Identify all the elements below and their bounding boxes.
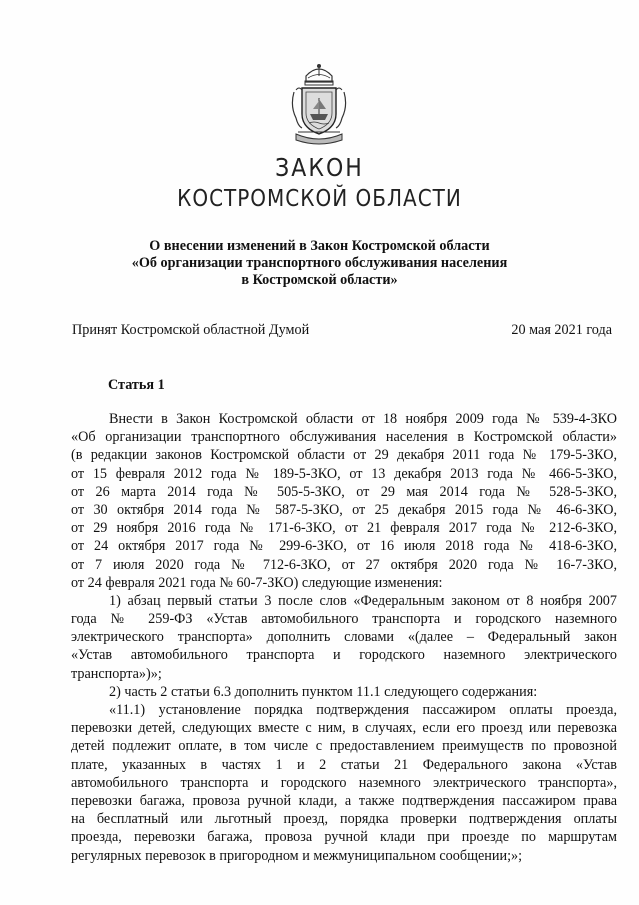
body-line: перевозки багажа, провоза ручной клади, а также подтверждения пассажиром права [71,792,617,809]
body-line: транспорта»)»; [71,665,162,682]
body-line: от 7 июля 2020 года № 712-6-ЗКО, от 27 октября 2020 года № 16-7-ЗКО, [71,556,617,573]
body-line: от 26 марта 2014 года № 505-5-ЗКО, от 29 мая 2014 года № 528-5-ЗКО, [71,483,617,500]
body-line: Внести в Закон Костромской области от 18 ноября 2009 года № 539-4-ЗКО [109,411,617,427]
article-title: Статья 1 [108,377,165,393]
accepted-date: 20 мая 2021 года [511,322,612,338]
body-line: плате, указанных в частях 1 и 2 статьи 21 Федерального закона «Устав [71,756,617,773]
body-line: от 24 февраля 2021 года № 60-7-ЗКО) следующие изменения: [71,574,443,591]
heading-line: О внесении изменений в Закон Костромской области [149,238,490,254]
body-line: на бесплатный или льготный проезд, порядка проверки подтверждения оплаты [71,811,617,828]
coat-of-arms-icon [288,62,350,146]
document-heading [0,238,639,289]
body-line: перевозки детей, следующих вместе с ним, в случаях, если его проезд или перевозка [71,720,617,737]
heading-line: в Костромской области» [241,272,398,288]
body-line: 1) абзац первый статьи 3 после слов «Федеральным законом от 8 ноября 2007 [109,592,617,609]
accepted-by: Принят Костромской областной Думой [72,322,310,338]
body-line: (в редакции законов Костромской области от 29 декабря 2011 года № 179-5-ЗКО, [71,447,617,464]
body-line: проезда, перевозки багажа, провоза ручной клади при проезде по маршрутам [71,829,617,846]
body-line: «Устав автомобильного транспорта и городского наземного электрического [71,647,617,664]
body-line: автомобильного транспорта и городского наземного электрического транспорта», [71,774,617,791]
body-line: регулярных перевозок в пригородном и межмуниципальном сообщении;»; [71,847,523,864]
body-line: электрического транспорта» дополнить словами «(далее – Федеральный закон [71,629,617,646]
body-line: от 30 октября 2014 года № 587-5-ЗКО, от 25 декабря 2015 года № 46-6-ЗКО, [71,501,617,518]
body-line: «Об организации транспортного обслуживания населения в Костромской области» [71,429,617,446]
body-line: от 15 февраля 2012 года № 189-5-ЗКО, от 13 декабря 2013 года № 466-5-ЗКО, [71,465,617,482]
body-line: детей подлежит оплате, в том числе с предоставлением преимуществ по провозной [71,738,617,755]
body-line: 2) часть 2 статьи 6.3 дополнить пунктом 11.1 следующего содержания: [109,683,538,700]
region-title: КОСТРОМСКОЙ ОБЛАСТИ [177,184,462,212]
law-title: ЗАКОН [275,154,364,183]
body-line: года № 259-ФЗ «Устав автомобильного транспорта и городского наземного [71,611,617,628]
article-body [71,410,617,865]
body-line: от 24 октября 2017 года № 299-6-ЗКО, от 16 июля 2018 года № 418-6-ЗКО, [71,538,617,555]
heading-line: «Об организации транспортного обслуживания населения [131,255,508,271]
body-line: от 29 ноября 2016 года № 171-6-ЗКО, от 21 февраля 2017 года № 212-6-ЗКО, [71,520,617,537]
body-line: «11.1) установление порядка подтверждения пассажиром оплаты проезда, [109,702,617,718]
